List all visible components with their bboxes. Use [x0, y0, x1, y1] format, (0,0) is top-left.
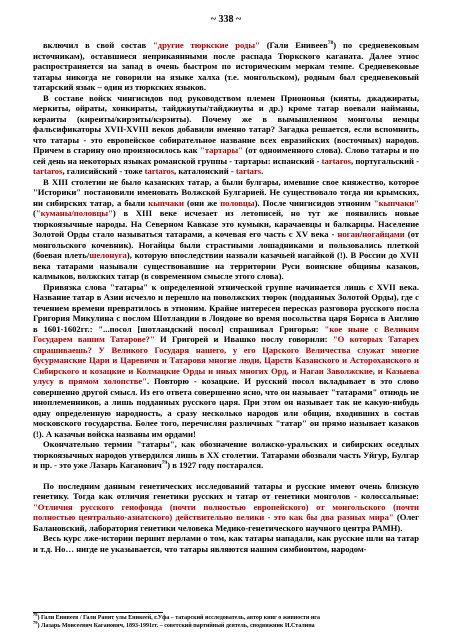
text-run: Окончательно термин "татары", как обозначение волжско-уральских и сибирских оседлых тюркоязычных народов утвердился лишь в XX столетии. Татарами обозвали часть Уйгур, Булгар и пр. - это уже Лазарь Каганович — [33, 439, 419, 470]
footnote-text: ) Гали Енивеев / Гали Ранит улы Еникеей, г.Уфа – татарский исследователь, автор книг о живности ига — [37, 615, 321, 621]
text-run: Привязка слова "татары" к определенной этнической группе начинается лишь с XVII века. Название татар в Азии исчезло и перешло на поволжских тюрок (подданных Золотой Орды), где с течением времени превратилось в этноним. Крайне интересен пересказ разговора русского посла Григория Микулина с послом Шотландии в Лондоне во время посольства царя Бориса в Англию в 1601-1602гг.: "...посол [шотландский посол] спрашивал Григорья: — [33, 281, 419, 334]
paragraph-2 — [33, 93, 419, 177]
text-run: По последним данным генетических исследований татары и русские имеют очень близкую генетику. Тогда как отличия генетики русских и татар от генетики монголов - колоссальные: — [33, 480, 419, 501]
footnote-78 — [33, 612, 433, 623]
highlighted-text: "кое ныне с Великим Государем вашим Татарове?" — [33, 323, 420, 344]
text-run: Весь курс лже-истории пеpшит перлами о том, как татары нападали, как русские шли на татар и т.д. Но… нигде не указывается, что татары являются нашим симбионтом, народом- — [33, 533, 419, 554]
highlighted-text: tartaros — [33, 166, 63, 176]
highlighted-text: шелонуга — [89, 250, 127, 260]
text-run: , каталонский - — [174, 166, 236, 176]
footnotes — [33, 612, 433, 630]
footnote-79 — [33, 619, 433, 631]
highlighted-text: кыпчаки — [148, 197, 184, 208]
footnote-text: ) Лазарь Моисеевич Каганович, 1893-1991гг. – советский партийный деятель, сподвижник И.Сталина — [37, 622, 315, 629]
text-run: ) в 1927 году постарался. — [167, 460, 264, 470]
paragraph-4 — [33, 282, 419, 440]
text-run: . — [261, 166, 264, 176]
text-run: , португальский - — [351, 155, 420, 166]
highlighted-text: половцы — [220, 197, 255, 208]
text-run: В составе войск чингисидов под руководством племен Приононья (кияты, джаджираты, меркиты, ойраты, хонкираты, тайджиуты/тайджиуты и др.) кроме татар воевали найманы, кераиты (киреиты/кирэиты/кэрэиты). Почему же в вымышленном монголы немцы фальсификаторы XVII-XVIII веков добавили именно татар? Загадка решается, если вспомнить, что татары - это европейское собирательное название всех евразийских (восточных) народов. Причем в старину оно произносилось как — [33, 92, 419, 155]
paragraph-6 — [33, 481, 419, 534]
highlighted-text: "другие тюркские роды" — [153, 40, 260, 50]
text-run: / — [359, 229, 363, 239]
paragraph-1 — [33, 40, 419, 93]
footnote-divider — [33, 612, 163, 613]
text-run: (от монгольского кочевник). Ногайцы были страстными лошадниками и пользовались плеткой (боевая плеть/ — [33, 229, 419, 260]
footnote-ref: 78 — [327, 40, 334, 47]
highlighted-text: "О которых Татарех спрашиваешь? У Великого Государя нашего, у его Царского Величества служат многие бусурманские Цари и Царевичи и Татаровя многие люди, Царств Казанского и Астороханского и Сибирского и козацкие и Колмацкие Орды и иных многих Орд, и Нагаи Заволжские, и Казыева улусу в прямом холопстве" — [33, 334, 420, 386]
page-number: ~ 338 ~ — [210, 14, 242, 25]
text-run: ) в XIII веке исчезает из летописей, но тут же появились новые тюркоязычные народы. На Северном Кавказе это кумыки, карачаевцы и балкарцы. Население Золотой Орды стало называться татарами, а кочевая его часть с XV века - — [33, 208, 419, 239]
text-run: , галисийский - тоже — [62, 166, 145, 176]
highlighted-text: "тартары" — [200, 145, 243, 155]
highlighted-text: tartaros — [144, 166, 175, 176]
text-run: ), которую впоследствии назвали казачьей нагайкой (!). В России до XVII века татарами называли существовавшие на территории Руси воинские общины казаков, калмыков, волжских татар (в современном смысле этого слова). — [33, 250, 419, 281]
footnote-ref: 79 — [161, 460, 168, 467]
text-run: И Григорей и Ивашко послу говорили: — [154, 334, 333, 344]
footnote-mark: 78 — [33, 612, 38, 617]
text-run: ). После чингисидов этноним — [254, 197, 374, 208]
paragraph-5 — [33, 439, 419, 471]
footnote-mark: 79 — [33, 619, 38, 625]
paragraph-3 — [33, 177, 419, 282]
text-run: ) по средневековым источникам), оставшиеся неприкаянными после распада Тюркского каганата. Далее этнос распространяется на запад в очень быстром по историческим меркам темпе. Средневековые татары никогда не говорили на языке халха (т.е. монгольском), родным был средневековый татарский язык – один из тюркских языков. — [33, 40, 419, 92]
text-run: (Олег Балановский, лаборатория генетики человека Медико-генетического научного центра РАМН). — [33, 512, 419, 533]
text-run: ( — [33, 208, 36, 218]
highlighted-text: tartars — [235, 166, 262, 176]
text-run: (они же — [183, 197, 221, 208]
highlighted-text: "кыпчаки" — [373, 197, 419, 208]
highlighted-text: ногаи — [337, 229, 360, 239]
text-run: В XIII столетии не было казанских татар, а были булгары, имевшие свое княжество, которое "Историки" постановили именовать Волжской Булгарией. Не существовало тогда ни крымских, ни сибирских татар, а были — [33, 176, 419, 208]
highlighted-text: "куманы/половцы" — [35, 208, 113, 218]
highlighted-text: tartaros — [321, 155, 352, 166]
paragraph-7 — [33, 533, 419, 554]
text-run: (Гали Енивеев — [259, 40, 328, 50]
highlighted-text: ногайцами — [362, 229, 405, 239]
text-run: включил в свой состав — [43, 40, 153, 50]
body-text — [33, 40, 419, 554]
text-run: (от одноименного слова). Слово татары и по сей день на некоторых языках романской группы - тартары: испанский - — [33, 145, 420, 166]
highlighted-text: "Отличия русского генофонда (почти полностью европейского) от монгольского (почти полностью центрально-азиатского) действительно велики - это как бы два разных мира" — [33, 501, 419, 522]
text-run: . Повторю - козацкие. И русский посол вкладывает в это слово совершенно другой смысл. Из его ответа совершенно ясно, что он называет "татарами" отнюдь не иноплеменников, а лишь подданных русского царя. При этом он называет так не какую-нибудь одну определенную народность, а сразу несколько народов или общин, входивших в состав московского государства. Более того, перечисляя различных "татар" он прямо называет казаков (!). А казачьи войска названы им ордами! — [33, 376, 419, 439]
